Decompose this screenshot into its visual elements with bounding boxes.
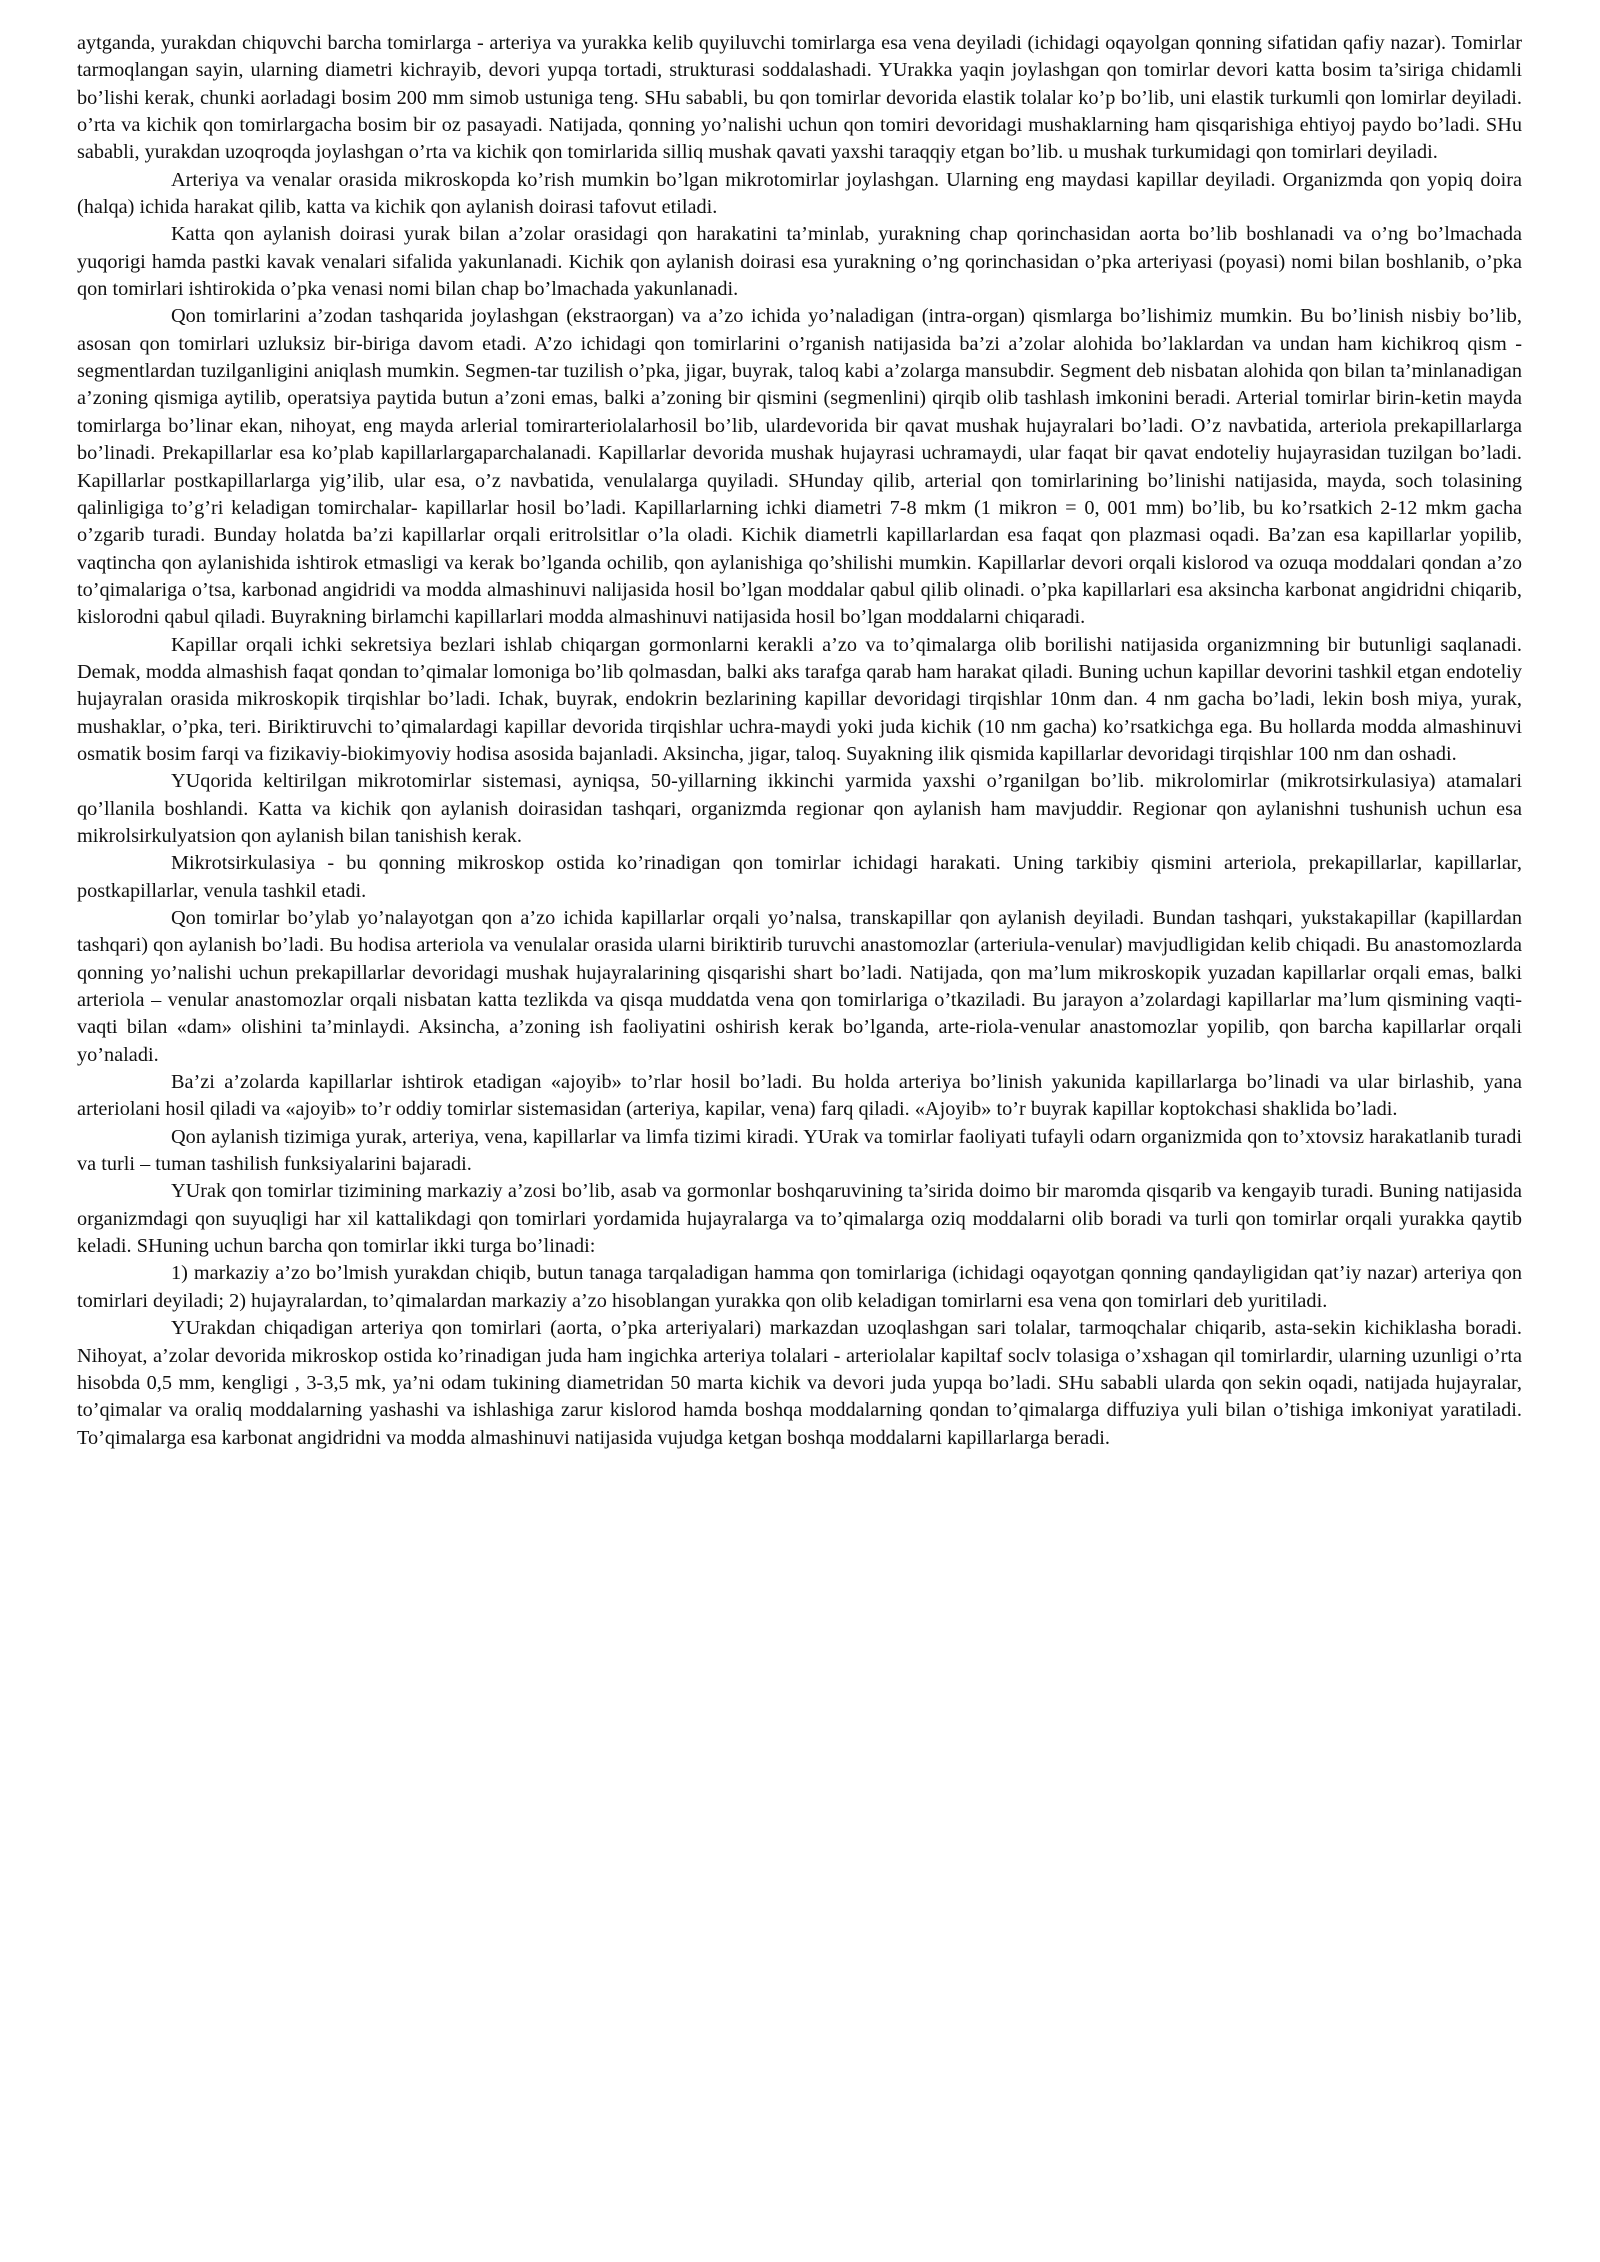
paragraph: aytganda, yurakdan chiqυvchi barcha tomirlarga - arteriya va yurakka kelib quyiluvchi tomirlarga esa vena deyiladi (ichidagi oqayolgan qonning sifatidan qafiy nazar). Tomirlar tarmoqlangan sayin, ularning diametri kichrayib, devori yupqa tortadi, strukturasi soddalashadi. YUrakka yaqin joylashgan qon tomirlar devori katta bosim ta’siriga chidamli bo’lishi kerak, chunki aorladagi bosim 200 mm simob ustuniga teng. SHu sababli, bu qon tomirlar devorida elastik tolalar ko’p bo’lib, uni elastik turkumli qon lomirlar deyiladi. o’rta va kichik qon tomirlargacha bosim bir oz pasayadi. Natijada, qonning yo’nalishi uchun qon tomiri devoridagi mushaklarning ham qisqarishiga ehtiyoj paydo bo’ladi. SHu sababli, yurakdan uzoqroqda joylashgan o’rta va kichik qon tomirlarida silliq mushak qavati yaxshi taraqqiy etgan bo’lib. u mushak turkumidagi qon tomirlari deyiladi. <box>77 32 1522 164</box>
document-page <box>77 30 1522 1452</box>
paragraph: Katta qon aylanish doirasi yurak bilan a’zolar orasidagi qon harakatini ta’minlab, yurakning chap qorinchasidan aorta bo’lib boshlanadi va o’ng bo’lmachada yuqorigi hamda pastki kavak venalari sifalida yakunlanadi. Kichik qon aylanish doirasi esa yurakning o’ng qorinchasidan o’pka arteriyasi (poyasi) nomi bilan boshlanib, o’pka qon tomirlari ishtirokida o’pka venasi nomi bilan chap bo’lmachada yakunlanadi. <box>77 223 1522 301</box>
paragraph: Ba’zi a’zolarda kapillarlar ishtirok etadigan «ajoyib» to’rlar hosil bo’ladi. Bu holda arteriya bo’linish yakunida kapillarlarga bo’linadi va ular birlashib, yana arteriolani hosil qiladi va «ajoyib» to’r oddiy tomirlar sistemasidan (arteriya, kapilar, vena) farq qiladi. «Ajoyib» to’r buyrak kapillar koptokchasi shaklida bo’ladi. <box>77 1071 1522 1121</box>
paragraph: Qon tomirlarini a’zodan tashqarida joylashgan (ekstraorgan) va a’zo ichida yo’naladigan (intra-organ) qismlarga bo’lishimiz mumkin. Bu bo’linish nisbiy bo’lib, asosan qon tomirlari uzluksiz bir-biriga davom etadi. A’zo ichidagi qon tomirlarini o’rganish natijasida ba’zi a’zolar alohida bo’laklardan va undan ham kichikroq qism - segmentlardan tuzilganligini aniqlash mumkin. Segmen-tar tuzilish o’pka, jigar, buyrak, taloq kabi a’zolarga mansubdir. Segment deb nisbatan alohida qon bilan ta’minlanadigan a’zoning qismiga aytilib, operatsiya paytida butun a’zoni emas, balki a’zoning bir qismini (segmenlini) qirqib olib tashlash imkonini beradi. Arterial tomirlar birin-ketin mayda tomirlarga bo’linar ekan, nihoyat, eng mayda arlerial tomirarteriolalarhosil bo’lib, ulardevorida bir qavat mushak hujayralari bo’ladi. O’z navbatida, arteriola prekapillarlarga bo’linadi. Prekapillarlar esa ko’plab kapillarlargaparchalanadi. Kapillarlar devorida mushak hujayrasi uchramaydi, ular faqat bir qavat endoteliy hujayrasidan tuzilgan bo’ladi. Kapillarlar postkapillarlarga yig’ilib, ular esa, o’z navbatida, venulalarga quyiladi. SHunday qilib, arterial qon tomirlarining bo’linishi natijasida, mayda, soch tolasining qalinligiga to’g’ri keladigan tomirchalar- kapillarlar hosil bo’ladi. Kapillarlarning ichki diametri 7-8 mkm (1 mikron = 0, 001 mm) bo’lib, bu ko’rsatkich 2-12 mkm gacha o’zgarib turadi. Bunday holatda ba’zi kapillarlar orqali eritrolsitlar o’la oladi. Kichik diametrli kapillarlardan esa faqat qon plazmasi oqadi. Ba’zan esa kapillarlar yopilib, vaqtincha qon aylanishida ishtirok etmasligi va kerak bo’lganda ochilib, qon aylanishiga qo’shilishi mumkin. Kapillarlar devori orqali kislorod va ozuqa moddalari qondan a’zo to’qimalariga o’tsa, karbonad angidridi va modda almashinuvi nalijasida hosil bo’lgan moddalar qabul qilib olinadi. o’pka kapillarlari esa aksincha karbonat angidridni chiqarib, kislorodni qabul qiladi. Buyrakning birlamchi kapillarlari modda almashinuvi natijasida hosil bo’lgan moddalarni chiqaradi. <box>77 305 1522 629</box>
paragraph: Arteriya va venalar orasida mikroskopda ko’rish mumkin bo’lgan mikrotomirlar joylashgan. Ularning eng maydasi kapillar deyiladi. Organizmda qon yopiq doira (halqa) ichida harakat qilib, katta va kichik qon aylanish doirasi tafovut etiladi. <box>77 168 1522 219</box>
paragraph: YUqorida keltirilgan mikrotomirlar sistemasi, ayniqsa, 50-yillarning ikkinchi yarmida yaxshi o’rganilgan bo’lib. mikrolomirlar (mikrotsirkulasiya) atamalari qo’llanila boshlandi. Katta va kichik qon aylanish doirasidan tashqari, organizmda regionar qon aylanish ham mavjuddir. Regionar qon aylanishni tushunish uchun esa mikrolsirkulyatsion qon aylanish bilan tanishish kerak. <box>77 770 1522 847</box>
paragraph: YUrakdan chiqadigan arteriya qon tomirlari (aorta, o’pka arteriyalari) markazdan uzoqlashgan sari tolalar, tarmoqchalar chiqarib, asta-sekin kichiklasha boradi. Nihoyat, a’zolar devorida mikroskop ostida ko’rinadigan juda ham ingichka arteriya tolalari - arteriolalar kapiltaf soclv tolasiga o’xshagan qil tomirlardir, ularning uzunligi o’rta hisobda 0,5 mm, kengligi , 3-3,5 mk, ya’ni odam tukining diametridan 50 marta kichik va devori juda yupqa bo’ladi. SHu sababli ularda qon sekin oqadi, natijada hujayralar, to’qimalar va oraliq moddalarning yashashi va ishlashiga zarur kislorod hamda boshqa moddalarning qondan to’qimalarga diffuziya yuli bilan o’tishiga imkoniyat yaratiladi. To’qimalarga esa karbonat angidridni va modda almashinuvi natijasida vujudga ketgan boshqa moddalarni kapillarlarga beradi. <box>77 1317 1522 1449</box>
paragraph: Mikrotsirkulasiya - bu qonning mikroskop ostida ko’rinadigan qon tomirlar ichidagi harakati. Uning tarkibiy qismini arteriola, prekapillarlar, kapillarlar, postkapillarlar, venula tashkil etadi. <box>77 852 1522 902</box>
paragraph: YUrak qon tomirlar tizimining markaziy a’zosi bo’lib, asab va gormonlar boshqaruvining ta’sirida doimo bir maromda qisqarib va kengayib turadi. Buning natijasida organizmdagi qon suyuqligi har xil kattalikdagi qon tomirlari yordamida hujayralarga va to’qimalarga oziq moddalarni olib boradi va turli qon tomirlar orqali yurakka qaytib keladi. SHuning uchun barcha qon tomirlar ikki turga bo’linadi: <box>77 1180 1522 1258</box>
paragraph: Kapillar orqali ichki sekretsiya bezlari ishlab chiqargan gormonlarni kerakli a’zo va to’qimalarga olib borilishi natijasida organizmning bir butunligi saqlanadi. Demak, modda almashish faqat qondan to’qimalar lomoniga bo’lib qolmasdan, balki aks tarafga qarab ham harakat qiladi. Buning uchun kapillar devorini tashkil etgan endoteliy hujayralan orasida mikroskopik tirqishlar bo’ladi. Ichak, buyrak, endokrin bezlarining kapillar devoridagi tirqishlar 10nm dan. 4 nm gacha bo’ladi, lekin bosh miya, yurak, mushaklar, o’pka, teri. Biriktiruvchi to’qimalardagi kapillar devorida tirqishlar uchra-maydi yoki juda kichik (10 nm gacha) ko’rsatkichga ega. Bu hollarda modda almashinuvi osmatik bosim farqi va fizikaviy-biokimyoviy hodisa asosida bajanladi. Aksincha, jigar, taloq. Suyakning ilik qismida kapillarlar devoridagi tirqishlar 100 nm dan oshadi. <box>77 633 1522 765</box>
paragraph: Qon tomirlar bo’ylab yo’nalayotgan qon a’zo ichida kapillarlar orqali yo’nalsa, transkapillar qon aylanish deyiladi. Bundan tashqari, yukstakapillar (kapillardan tashqari) qon aylanish bo’ladi. Bu hodisa arteriola va venulalar orasida ularni biriktirib turuvchi anastomozlar (arteriula-venular) mavjudligidan kelib chiqadi. Bu anastomozlarda qonning yo’nalishi uchun prekapillarlar devoridagi mushak hujayralarining qisqarishi shart bo’ladi. Natijada, qon ma’lum mikroskopik yuzadan kapillarlar orqali emas, balki arteriola – venular anastomozlar orqali nisbatan katta tezlikda va qisqa muddatda vena qon tomirlariga o’tkaziladi. Bu jarayon a’zolardagi kapillarlar ma’lum qismining vaqti-vaqti bilan «dam» olishini ta’minlaydi. Aksincha, a’zoning ish faoliyatini oshirish kerak bo’lganda, arte-riola-venular anastomozlar yopilib, qon barcha kapillarlar orqali yo’naladi. <box>77 907 1522 1066</box>
paragraph: 1) markaziy a’zo bo’lmish yurakdan chiqib, butun tanaga tarqaladigan hamma qon tomirlariga (ichidagi oqayotgan qonning qandayligidan qat’iy nazar) arteriya qon tomirlari deyiladi; 2) hujayralardan, to’qimalardan markaziy a’zo hisoblangan yurakka qon olib keladigan tomirlarni esa vena qon tomirlari deb yuritiladi. <box>77 1262 1522 1312</box>
paragraph: Qon aylanish tizimiga yurak, arteriya, vena, kapillarlar va limfa tizimi kiradi. YUrak va tomirlar faoliyati tufayli odarn organizmida qon to’xtovsiz harakatlanib turadi va turli – tuman tashilish funksiyalarini bajaradi. <box>77 1125 1522 1176</box>
